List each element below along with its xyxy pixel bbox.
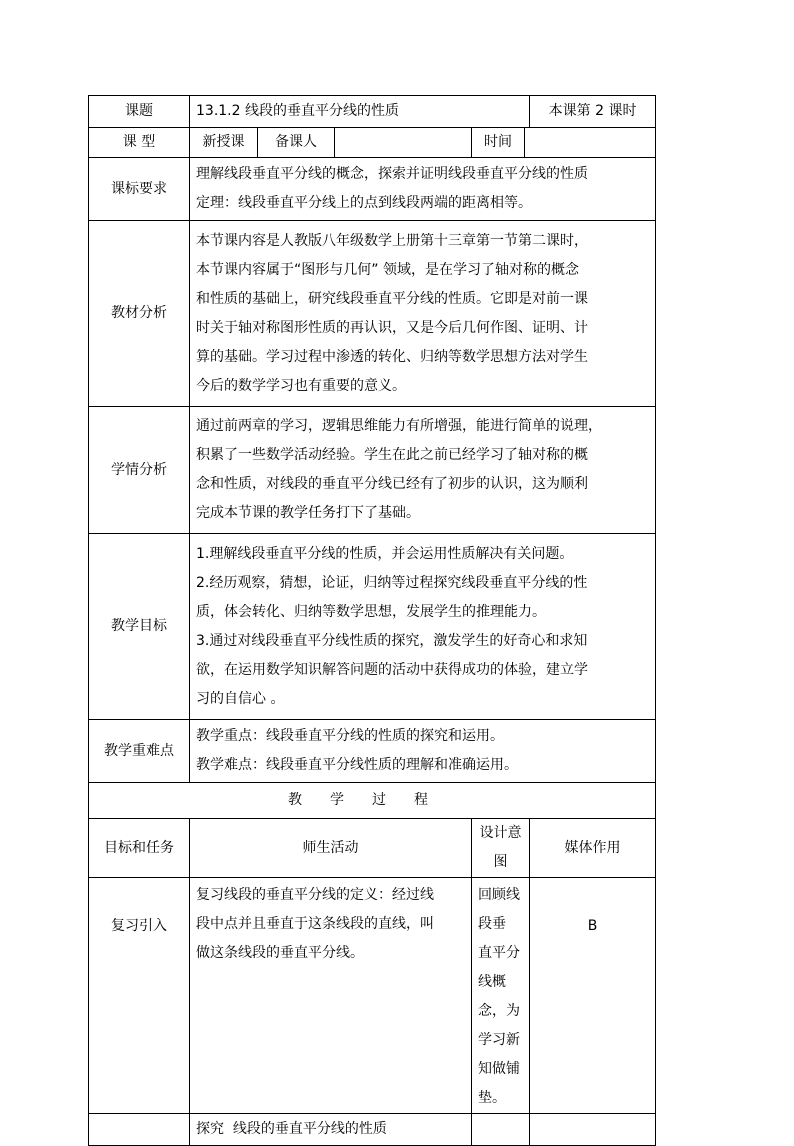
- intent-cell: [472, 878, 530, 1114]
- text-line: 回顾线段垂: [478, 887, 520, 932]
- text-line: 念，为学习新: [478, 1003, 520, 1048]
- text-line: 今后的数学学习也有重要的意义。: [196, 377, 406, 394]
- students-label: 学情分析: [89, 407, 190, 534]
- text-line: 段中点并且垂直于这条线段的直线，叫: [196, 916, 434, 932]
- lesson-plan-table: [88, 95, 656, 1146]
- text-line: 和性质的基础上，研究线段垂直平分线的性质。它即是对前一课: [196, 290, 588, 307]
- text-line: 积累了一些数学活动经验。学生在此之前已经学习了轴对称的概: [196, 447, 588, 463]
- keypoints-content: [190, 720, 656, 783]
- column-header-intent: 设计意图: [472, 819, 530, 878]
- text-line: 知做铺垫。: [478, 1061, 520, 1106]
- text-line: 定理：线段垂直平分线上的点到线段两端的距离相等。: [196, 195, 532, 211]
- preparer-label: 备课人: [258, 128, 335, 158]
- intent-cell: [472, 1114, 530, 1146]
- students-content: [190, 407, 656, 534]
- keypoints-label: 教学重难点: [89, 720, 190, 783]
- time-label: 时间: [472, 128, 525, 158]
- text-line: 教学重点：线段垂直平分线的性质的探究和运用。: [196, 728, 504, 744]
- text-line: 2.经历观察，猜想，论证，归纳等过程探究线段垂直平分线的性: [196, 574, 588, 591]
- text-line: 做这条线段的垂直平分线。: [196, 945, 364, 961]
- material-content: [190, 221, 656, 407]
- media-cell: B: [530, 878, 656, 1114]
- table-row: [89, 878, 656, 1114]
- task-cell: 复习引入: [89, 878, 190, 1114]
- text-line: 通过前两章的学习，逻辑思维能力有所增强，能进行简单的说理，: [196, 418, 602, 434]
- table-row: [89, 1114, 656, 1146]
- column-header-activity: 师生活动: [190, 819, 472, 878]
- preparer-value: [335, 128, 472, 158]
- period-value: 本课第 2 课时: [530, 96, 656, 128]
- topic-value: 13.1.2 线段的垂直平分线的性质: [190, 96, 530, 128]
- text-line: 习的自信心 。: [196, 690, 285, 707]
- process-title: 教学过程: [89, 783, 656, 819]
- text-line: 理解线段垂直平分线的概念，探索并证明线段垂直平分线的性质: [196, 166, 588, 182]
- text-line: 1.理解线段垂直平分线的性质，并会运用性质解决有关问题。: [196, 545, 574, 562]
- activity-cell: [190, 878, 472, 1114]
- column-header-media: 媒体作用: [530, 819, 656, 878]
- standard-content: [190, 158, 656, 221]
- text-line: 完成本节课的教学任务打下了基础。: [196, 505, 420, 521]
- text-line: 直平分线概: [478, 945, 520, 990]
- type-label: 课 型: [89, 128, 190, 158]
- text-line: 算的基础。学习过程中渗透的转化、归纳等数学思想方法对学生: [196, 348, 588, 365]
- standard-label: 课标要求: [89, 158, 190, 221]
- goals-content: [190, 534, 656, 720]
- text-line: 本节课内容属于“图形与几何” 领域，是在学习了轴对称的概念: [196, 261, 579, 278]
- media-cell: [530, 1114, 656, 1146]
- type-value: 新授课: [190, 128, 258, 158]
- activity-cell: 探究 线段的垂直平分线的性质: [190, 1114, 472, 1146]
- goals-label: 教学目标: [89, 534, 190, 720]
- text-line: 时关于轴对称图形性质的再认识，又是今后几何作图、证明、计: [196, 319, 588, 336]
- text-line: 本节课内容是人教版八年级数学上册第十三章第一节第二课时，: [196, 232, 588, 249]
- task-cell: [89, 1114, 190, 1146]
- time-value: [525, 128, 656, 158]
- column-header-task: 目标和任务: [89, 819, 190, 878]
- text-line: 念和性质，对线段的垂直平分线已经有了初步的认识，这为顺利: [196, 476, 588, 492]
- topic-label: 课题: [89, 96, 190, 128]
- text-line: 3.通过对线段垂直平分线性质的探究，激发学生的好奇心和求知: [196, 632, 588, 649]
- text-line: 教学难点：线段垂直平分线性质的理解和准确运用。: [196, 757, 518, 773]
- text-line: 欲，在运用数学知识解答问题的活动中获得成功的体验，建立学: [196, 661, 588, 678]
- text-line: 复习线段的垂直平分线的定义：经过线: [196, 887, 434, 903]
- material-label: 教材分析: [89, 221, 190, 407]
- text-line: 质，体会转化、归纳等数学思想，发展学生的推理能力。: [196, 603, 546, 620]
